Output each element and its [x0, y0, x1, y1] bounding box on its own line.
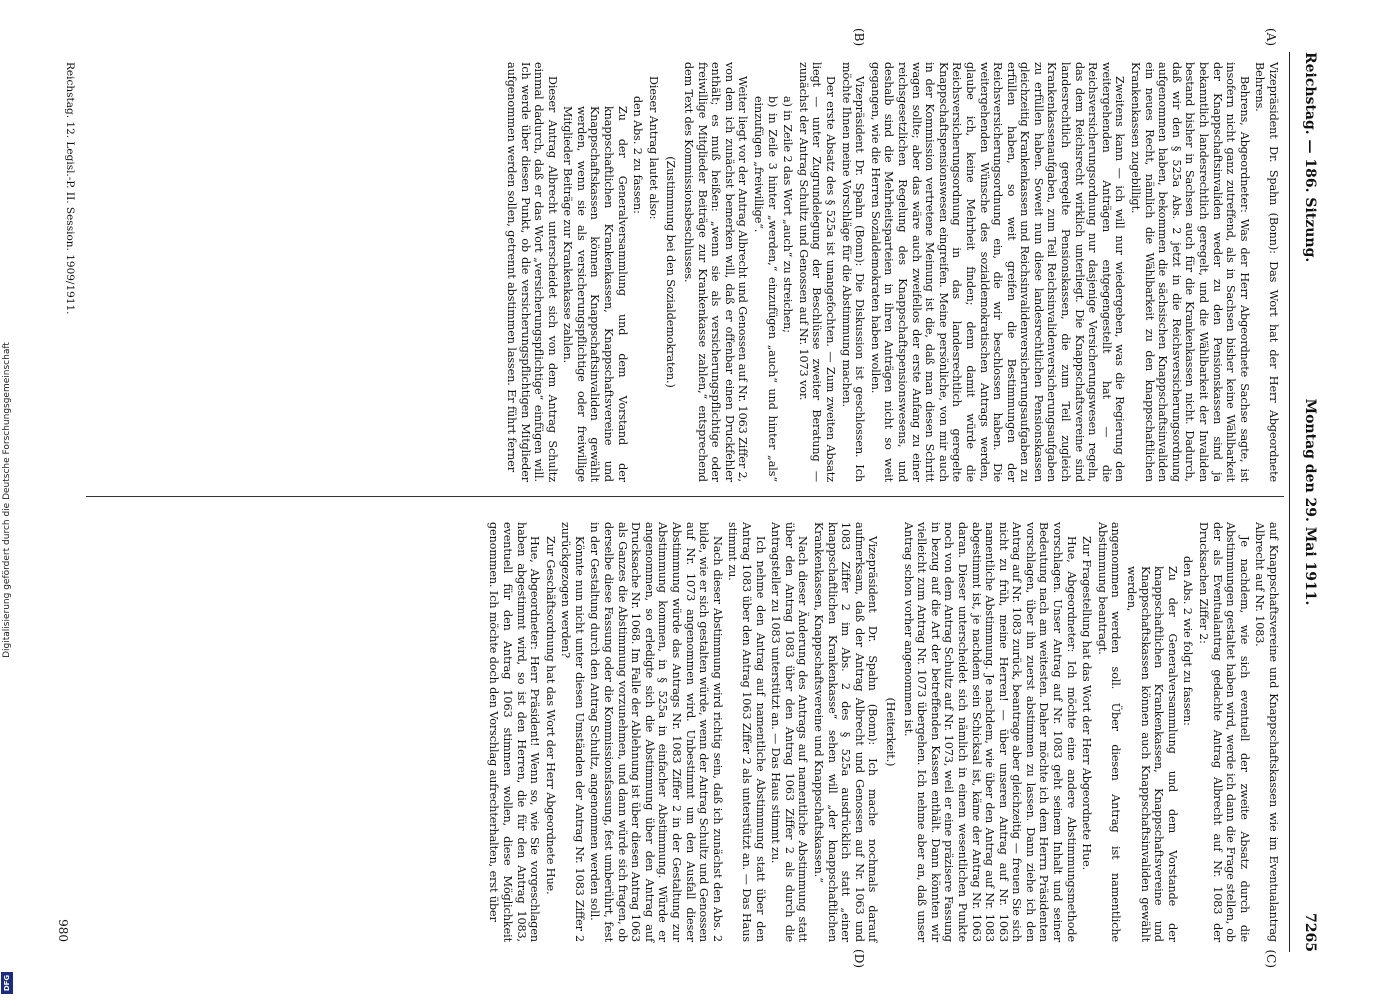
header-date: Montag den 29. Mai 1911.: [1302, 398, 1318, 606]
paragraph: Weiter liegt vor der Antrag Albrecht und Genossen auf Nr. 1063 Ziffer 2, von dem ich zunächst bemerken will, daß er offenbar einen Druckfehler enthält; es muß heißen: „wenn sie als versicherungspflichtige oder freiwillige Mitglieder Beiträge zur Krankenkasse zahlen,“ entsprechend dem Text des Kommissionsbeschlusses.: [682, 62, 750, 483]
paragraph: Vizepräsident Dr. Spahn (Bonn): Das Wort hat der Herr Abgeordnete Behrens.: [1253, 62, 1280, 482]
document-page: [46, 22, 1336, 972]
paragraph: Nach dieser Änderung des Antrags auf namentliche Abstimmung statt über den Antrag 1083 über den Antrag 1063 Ziffer 2 als durch die Antragsteller zu 1083 unterstützt an. — Das Haus stimmt zu.: [769, 522, 810, 942]
interjection: (Zustimmung bei den Sozialdemokraten.): [664, 156, 678, 388]
margin-marker-a: (A): [1264, 28, 1278, 47]
dfg-logo: DFG: [1, 972, 13, 994]
column-divider: [86, 496, 1284, 497]
interjection: (Heiterkeit.): [883, 697, 897, 767]
quoted-text: Zu der Generalversammlung und dem Vorstand der knappschaftlichen Krankenkassen, Knappschaftsvereine und Knappschaftskassen können Knappschaftsinvaliden gewählt werden, wenn sie als versicherungspflichtige oder freiwillige Mitglieder Beiträge zur Krankenkasse zahlen.: [561, 106, 629, 482]
paragraph: angenommen werden soll. Über diesen Antrag ist namentliche Abstimmung beantragt.: [1095, 522, 1123, 942]
list-item: a) in Zeile 2 das Wort „auch“ zu streichen;: [781, 96, 795, 333]
paragraph: Dieser Antrag lautet also:: [646, 76, 660, 220]
paragraph: Je nachdem, wie sich eventuell der zweite Absatz durch die Abstimmungen gestaltet haben wird, werde ich dann die Frage stellen, ob der als Eventualantrag gedachte Antrag Albrecht auf Nr. 1083 der Drucksachen Ziffer 2:: [1197, 522, 1251, 942]
page-header: [1292, 52, 1318, 952]
paragraph: Dieser Antrag Albrecht unterscheidet sich von dem Antrag Schultz einmal dadurch, daß er das Wort „versicherungspflichtige“ einfügen will. Ich werde über diesen Punkt, ob die versicherungspflichtigen Mitglieder aufgenommen werden sollen, getrennt abstimmen lassen. Er führt ferner: [504, 62, 559, 482]
margin-marker-d: (D): [852, 949, 866, 968]
paragraph: den Abs. 2 zu fassen:: [631, 96, 645, 214]
paragraph: Hue, Abgeordneter: Herr Präsident! Wenn so, wie Sie vorgeschlagen haben abgestimmt wird, so ist den Herren, die für den Antrag 1083, eventuell für den Antrag 1063 stimmen wollen, diese Möglichkeit genommen. Ich möchte doch den Vorschlag aufrechterhalten, erst über: [487, 522, 542, 942]
paragraph: auf Knappschaftsvereine und Knappschaftskassen wie im Eventualantrag Albrecht auf Nr. 1083.: [1253, 522, 1280, 942]
paragraph: Behrens, Abgeordneter: Was der Herr Abgeordnete Sachse sagte, ist insofern nicht ganz zutreffend, als in Sachsen bisher keine Wählbarkeit der Knappschaftsinvaliden weder zu den Pensionskassen sind ja bekanntlich landesrechtlich geregelt, und die Wählbarkeit der Invaliden bestand bisher in Sachsen auch für die Krankenkassen nicht. Dadurch, daß wir den § 525a Abs. 2 jetzt in die Reichsversicherungsordnung aufgenommen haben, bekommen die sächsischen Knappschaftsinvaliden ein neues Recht, nämlich die Wählbarkeit zu den knappschaftlichen Krankenkassen zugebilligt.: [1129, 62, 1251, 482]
paragraph: Zweitens kann — ich will nur wiedergeben, was die Regierung den weitergehenden Anträgen entgegengestellt hat — die Reichsversicherungsordnung nur dasjenige Versicherungswesen regeln, das dem Reichsrecht wirklich unterliegt. Die Knappschaftsvereine sind landesrechtlich geregelte Pensionskassen, die zum Teil zugleich Krankenkassenaufgaben, zum Teil Reichsinvalidenversicherungsaufgaben zu erfüllen haben. Soweit nun diese landesrechtlichen Pensionskassen gleichzeitig Krankenkassen und Reichsinvalidenversicherungsaufgaben zu erfüllen haben, so weit greifen die Bestimmungen der Reichsversicherungsordnung ein, die wir beschlossen haben. Die weitergehenden Wünsche des sozialdemokratischen Antrags werden, glaube ich, keine Mehrheit finden; denn damit würde die Reichsversicherungsordnung in das landesrechtlich geregelte Knappschaftspensionswesen eingreifen. Meine persönliche, von mir auch in der Kommission vertretene Meinung ist die, daß man diesen Schritt wagen sollte; aber das wäre auch zweifellos der erste Anfang zu einer reichsgesetzlichen Regelung des Knappschaftspensionswesens, und deshalb sind die Mehrheitsparteien in ihren Anträgen nicht so weit gegangen, wie die Herren Sozialdemokraten haben wollen.: [868, 62, 1127, 482]
margin-marker-c: (C): [1264, 949, 1278, 968]
header-session: Reichstag. — 186. Sitzung.: [1302, 52, 1318, 263]
paragraph: den Abs. 2 wie folgt zu fassen:: [1181, 556, 1195, 726]
header-rule: [1289, 52, 1290, 952]
margin-marker-b: (B): [852, 28, 866, 47]
digitization-credit: Digitalisierung gefördert durch die Deutsche Forschungsgemeinschaft: [2, 342, 12, 658]
quoted-text: Zu der Generalversammlung und dem Vorstande der knappschaftlichen Krankenkassen, Knappschaftsvereine und Knappschaftskassen können auch Knappschaftsinvaliden gewählt werden,: [1125, 566, 1179, 942]
paragraph: Der erste Absatz des § 525a ist unangefochten. — Zum zweiten Absatz liegt — unter Zugrundelegung der Beschlüsse zweiter Beratung — zunächst der Antrag Schultz und Genossen auf Nr. 1073 vor.: [796, 62, 837, 482]
paragraph: Zur Geschäftsordnung hat das Wort der Herr Abgeordnete Hue.: [543, 536, 557, 895]
header-page-number: 7265: [1302, 913, 1318, 952]
footer-imprint: Reichstag. 12. Legisl.-P. II. Session. 1909/1911.: [64, 62, 76, 315]
right-column: [485, 522, 1280, 942]
paragraph: Hue, Abgeordneter: Ich möchte eine andere Abstimmungsmethode vorschlagen. Unser Antrag auf Nr. 1083 geht seinem Inhalt und seiner Bedeutung nach am weitesten. Daher möchte ich dem Herrn Präsidenten vorschlagen, über ihn zuerst abstimmen zu lassen. Dann ziehe ich den Antrag auf Nr. 1083 zurück, beantrage aber gleichzeitig — freuen Sie sich nicht zu früh, meine Herren! — über unseren Antrag auf Nr. 1063 namentliche Abstimmung. Je nachdem, wie über den Antrag auf Nr. 1083 abgestimmt ist, je nachdem sein Schicksal ist, käme der Antrag Nr. 1063 daran. Dieser unterscheidet sich nämlich in einem wesentlichen Punkte noch von dem Antrag Schultz auf Nr. 1073, weil er eine präzisere Fassung in bezug auf die Art der betreffenden Kassen enthält. Dann könnten wir vielleicht zum Antrag Nr. 1073 übergehen. Ich nehme aber an, daß unser Antrag schon vorher angenommen ist.: [901, 522, 1078, 942]
paragraph: Könnte nun nicht unter diesen Umständen der Antrag Nr. 1083 Ziffer 2 zurückgezogen werden?: [559, 522, 586, 942]
paragraph: Nach dieser Abstimmung wird richtig sein, daß ich zunächst den Abs. 2 bilde, wie er sich gestalten würde, wenn der Antrag Schultz und Genossen auf Nr. 1073 angenommen wird. Unbestimmt um den Ausfall dieser Abstimmung würde das Antrags Nr. 1083 Ziffer 2 in der Gestaltung zur Abstimmung kommen, in § 525a in einfacher Abstimmung. Würde er angenommen, so erledigte sich die Abstimmung über den Antrag auf Drucksache Nr. 1068. Im Falle der Ablehnung ist über diesen Antrag 1063 als Ganzes die Abstimmung vorzunehmen, und dann würde sich fragen, ob derselbe diese Fassung oder die Kommissionsfassung, fest umberührt, fest in der Gestaltung durch den Antrag Schultz, angenommen werden soll.: [588, 522, 724, 942]
paragraph: Zur Fragestellung hat das Wort der Herr Abgeordnete Hue.: [1080, 536, 1094, 871]
side-credit-strip: [0, 0, 14, 1000]
left-column: [502, 62, 1280, 482]
footer-page-number: 980: [56, 919, 70, 942]
paragraph: Ich nehme den Antrag auf namentliche Abstimmung statt über den Antrag 1083 über den Antrag 1063 Ziffer 2 als unterstützt an. — Das Haus stimmt zu.: [726, 522, 767, 942]
list-item: b) in Zeile 3 hinter „werden,“ einzufügen „auch“ und hinter „als“ einzufügen „freiwillige“.: [752, 96, 779, 482]
paragraph: Vizepräsident Dr. Spahn (Bonn): Die Diskussion ist geschlossen. Ich möchte Ihnen meine Vorschläge für die Abstimmung machen.: [839, 62, 867, 482]
paragraph: Vizepräsident Dr. Spahn (Bonn): Ich mache nochmals darauf aufmerksam, daß der Antrag Albrecht und Genossen auf Nr. 1063 und 1083 Ziffer 2 im Abs. 2 des § 525a ausdrücklich statt „einer knappschaftlichen Krankenkasse“ sehen will „der knappschaftlichen Krankenkassen, Knappschaftsvereine und Knappschaftskassen.“: [812, 522, 880, 942]
